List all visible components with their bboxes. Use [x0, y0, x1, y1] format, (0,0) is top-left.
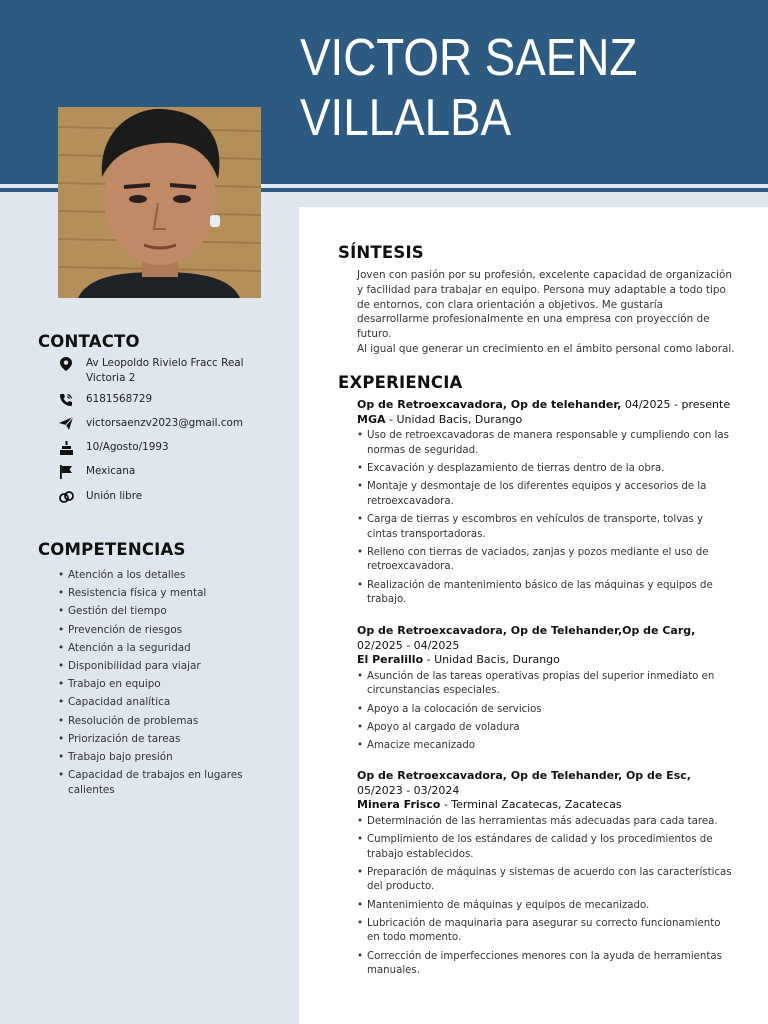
contact-email: [56, 416, 256, 431]
list-item: • Prevención de riesgos: [58, 623, 258, 638]
list-item: • Gestión del tiempo: [58, 604, 258, 619]
job-dates: 02/2025 - 04/2025: [357, 638, 460, 652]
list-item: • Capacidad de trabajos en lugares calientes: [58, 768, 258, 798]
list-item: • Trabajo bajo presión: [58, 750, 258, 765]
job-tasks: [357, 670, 732, 754]
list-item: • Determinación de las herramientas más adecuadas para cada tarea.: [357, 815, 732, 830]
birthdate-text: 10/Agosto/1993: [86, 441, 169, 453]
list-item: • Montaje y desmontaje de los diferentes equipos y accesorios de la retroexcavadora.: [357, 480, 732, 509]
list-item: • Resolución de problemas: [58, 714, 258, 729]
list-item: • Apoyo al cargado de voladura: [357, 721, 732, 736]
job-location: - Unidad Bacis, Durango: [423, 653, 560, 667]
job-entry: [357, 769, 732, 982]
list-item: • Asunción de las tareas operativas propias del superior inmediato en circunstancias especiales.: [357, 670, 732, 699]
candidate-name: [300, 28, 705, 148]
phone-text: 6181568729: [86, 393, 153, 405]
contact-nationality: [56, 464, 256, 479]
job-role-line: [357, 624, 732, 653]
contact-section-title: CONTACTO: [38, 332, 140, 351]
job-location: - Unidad Bacis, Durango: [385, 412, 523, 426]
nationality-text: Mexicana: [86, 465, 136, 477]
job-dates: 04/2025 - presente: [621, 398, 731, 411]
summary-section-title: SÍNTESIS: [338, 243, 424, 262]
list-item: • Capacidad analítica: [58, 695, 258, 710]
job-entry: [357, 624, 732, 757]
contact-birthdate: [56, 440, 256, 455]
name-line-2: VILLALBA: [300, 89, 512, 147]
birthday-cake-icon: [56, 440, 76, 455]
competencies-section-title: COMPETENCIAS: [38, 540, 186, 559]
job-company: Minera Frisco: [357, 798, 441, 812]
list-item: • Priorización de tareas: [58, 732, 258, 747]
list-item: • Preparación de máquinas y sistemas de acuerdo con las características del producto.: [357, 866, 732, 895]
job-company-line: [357, 798, 732, 813]
experience-section-title: EXPERIENCIA: [338, 373, 463, 392]
email-text: victorsaenzv2023@gmail.com: [86, 417, 244, 429]
list-item: • Lubricación de maquinaria para asegurar su correcto funcionamiento en todo momento.: [357, 917, 732, 946]
summary-paragraph-1: Joven con pasión por su profesión, excelente capacidad de organización y facilidad para trabajar en equipo. Persona muy adaptable a todo tipo de entornos, con clara orientación a objetivos. Me gustaría desarrollarme profesionalmente en una empresa con proyección de futuro.: [357, 269, 733, 341]
job-company: El Peralillo: [357, 653, 424, 667]
job-role: Op de Retroexcavadora, Op de Telehander,Op de Carg,: [357, 624, 696, 637]
marital-status-text: Unión libre: [86, 490, 143, 502]
job-tasks: [357, 815, 732, 979]
list-item: • Atención a la seguridad: [58, 641, 258, 656]
job-dates: 05/2023 - 03/2024: [357, 783, 460, 797]
list-item: • Resistencia física y mental: [58, 586, 258, 601]
profile-photo: [58, 107, 261, 298]
list-item: • Excavación y desplazamiento de tierras dentro de la obra.: [357, 462, 732, 477]
list-item: • Uso de retroexcavadoras de manera responsable y cumpliendo con las normas de seguridad.: [357, 429, 732, 458]
list-item: • Corrección de imperfecciones menores con la ayuda de herramientas manuales.: [357, 950, 732, 979]
job-company-line: [357, 653, 732, 668]
list-item: • Trabajo en equipo: [58, 677, 258, 692]
job-role-line: [357, 398, 732, 413]
contact-phone: [56, 392, 256, 407]
phone-icon: [56, 392, 76, 407]
job-company: MGA: [357, 412, 386, 426]
contact-marital-status: [56, 489, 256, 504]
job-company-line: [357, 413, 732, 428]
list-item: • Mantenimiento de máquinas y equipos de mecanizado.: [357, 899, 732, 914]
list-item: • Atención a los detalles: [58, 568, 258, 583]
list-item: • Disponibilidad para viajar: [58, 659, 258, 674]
job-role: Op de Retroexcavadora, Op de telehander,: [357, 398, 622, 411]
name-line-1: VICTOR SAENZ: [300, 29, 638, 87]
list-item: • Carga de tierras y escombros en vehículos de transporte, tolvas y cintas transportadoras.: [357, 513, 732, 542]
summary-text: [357, 268, 737, 357]
job-location: - Terminal Zacatecas, Zacatecas: [440, 798, 622, 812]
flag-icon: [56, 464, 76, 479]
paper-plane-icon: [56, 416, 76, 431]
competencies-list: [58, 568, 258, 801]
job-role-line: [357, 769, 732, 798]
job-entry: [357, 398, 732, 611]
summary-paragraph-2: Al igual que generar un crecimiento en el ámbito personal como laboral.: [357, 342, 735, 355]
job-tasks: [357, 429, 732, 608]
list-item: • Realización de mantenimiento básico de las máquinas y equipos de trabajo.: [357, 579, 732, 608]
list-item: • Relleno con tierras de vaciados, zanjas y pozos mediante el uso de retroexcavadora.: [357, 546, 732, 575]
contact-address: [56, 356, 256, 386]
job-role: Op de Retroexcavadora, Op de Telehander, Op de Esc,: [357, 769, 691, 782]
list-item: • Cumplimiento de los estándares de calidad y los procedimientos de trabajo establecidos.: [357, 833, 732, 862]
rings-icon: [56, 489, 76, 504]
address-text: Av Leopoldo Rivielo Fracc Real Victoria 2: [86, 357, 244, 384]
list-item: • Apoyo a la colocación de servicios: [357, 703, 732, 718]
location-pin-icon: [56, 356, 76, 371]
list-item: • Amacize mecanizado: [357, 739, 732, 754]
